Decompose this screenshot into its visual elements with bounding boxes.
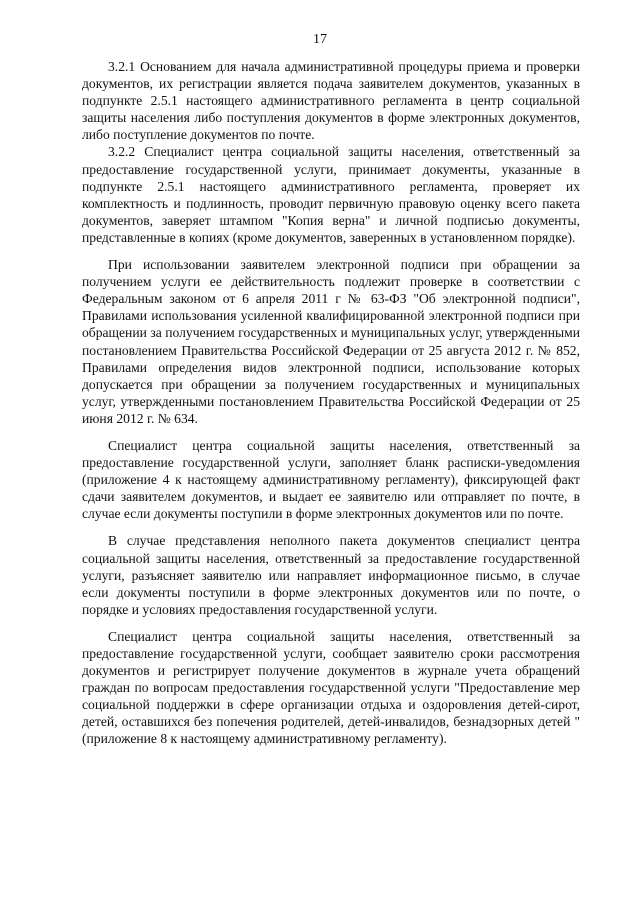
paragraph-electronic-signature: При использовании заявителем электронной подписи при обращении за получением услуги ее действительность подлежит проверке в соответствии с Федеральным законом от 6 апреля 2011 г № 63-ФЗ "Об электронной подписи", Правилами использования усиленной квалифицированной электронной подписи при обращении за получением государственных и муниципальных услуг, утвержденными постановлением Правительства Российской Федерации от 25 августа 2012 г. № 852, Правилами определения видов электронной подписи, использование которых допускается при обращении за получением государственных и муниципальных услуг, утвержденными постановлением Правительства Российской Федерации от 25 июня 2012 г. № 634. [82,257,580,426]
paragraph-registration-journal: Специалист центра социальной защиты населения, ответственный за предоставление государственной услуги, сообщает заявителю сроки рассмотрения документов и регистрирует получение документов в журнале учета обращений граждан по вопросам предоставления государственной услуги "Предоставление мер социальной поддержки в сфере организации отдыха и оздоровления детей-сирот, детей, оставшихся без попечения родителей, детей-инвалидов, безнадзорных детей " (приложение 8 к настоящему административному регламенту). [82,628,580,747]
page-number: 17 [313,32,327,47]
paragraph-incomplete-package: В случае представления неполного пакета документов специалист центра социальной защиты населения, ответственный за предоставление государственной услуги, разъясняет заявителю или направляет информационное письмо, в случае если документы поступили в форме электронных документов или по почте, о порядке и условиях предоставления государственной услуги. [82,533,580,617]
document-body [82,58,580,748]
paragraph-3-2-2: 3.2.2 Специалист центра социальной защиты населения, ответственный за предоставление государственной услуги, принимает документы, указанные в подпункте 2.5.1 настоящего административного регламента, проверяет их комплектность и подлинность, проводит первичную правовую оценку всего пакета документов, заверяет штампом "Копия верна" и личной подписью документы, представленные в копиях (кроме документов, заверенных в установленном порядке). [82,144,580,245]
paragraph-3-2-1: 3.2.1 Основанием для начала административной процедуры приема и проверки документов, их регистрации является подача заявителем документов, указанных в подпункте 2.5.1 настоящего административного регламента в центр социальной защиты населения либо поступления документов в форме электронных документов, либо поступление документов по почте. [82,59,580,143]
paragraph-receipt-notification: Специалист центра социальной защиты населения, ответственный за предоставление государственной услуги, заполняет бланк расписки-уведомления (приложение 4 к настоящему административному регламенту), фиксирующей факт сдачи заявителем документов, и выдает ее заявителю или отправляет по почте, в случае если документы поступили в форме электронных документов или по почте. [82,437,580,522]
